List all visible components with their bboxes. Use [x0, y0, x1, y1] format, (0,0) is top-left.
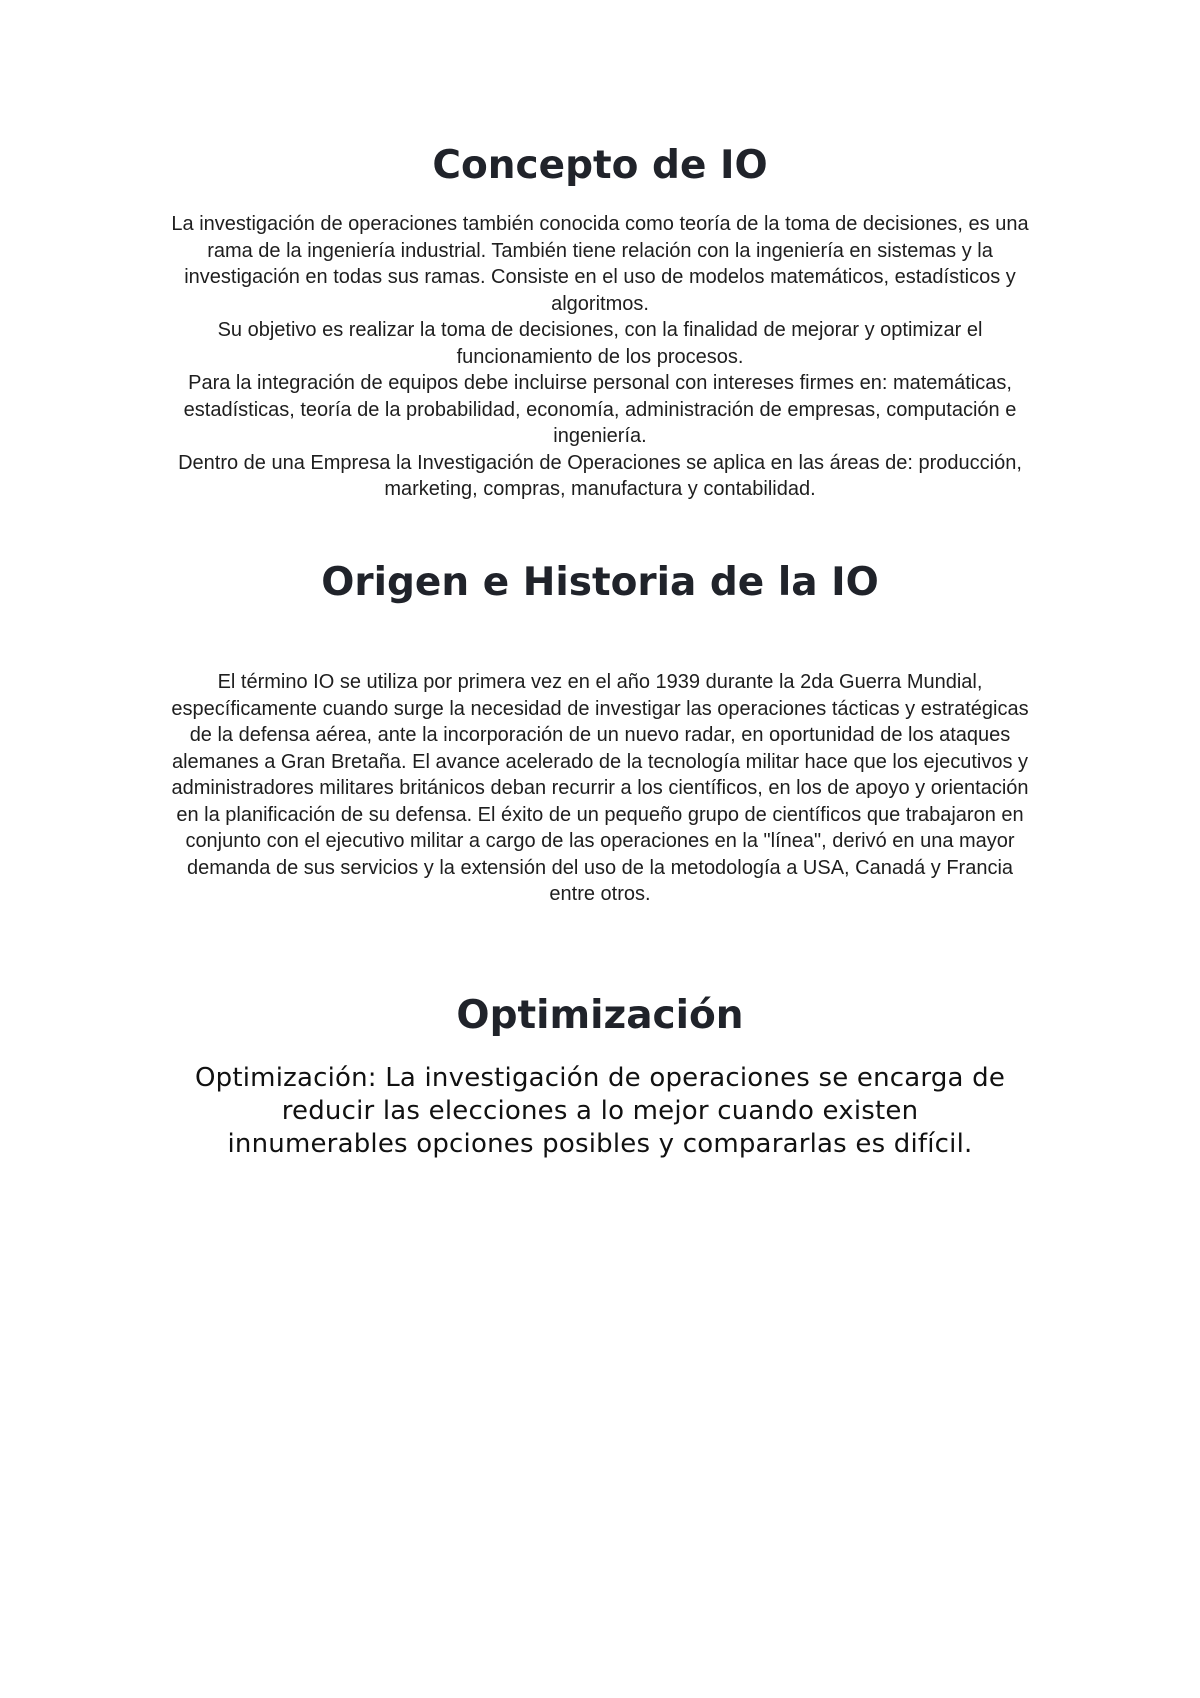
heading-origen: Origen e Historia de la IO	[321, 560, 879, 605]
concepto-text-block	[165, 211, 1035, 503]
origen-text-block	[165, 669, 1035, 908]
concepto-paragraph-2: Su objetivo es realizar la toma de decisiones, con la finalidad de mejorar y optimizar el funcionamiento de los procesos.	[217, 319, 983, 368]
optimizacion-paragraph: Optimización: La investigación de operaciones se encarga de reducir las elecciones a lo mejor cuando existen innumerables opciones posibles y compararlas es difícil.	[194, 1063, 1006, 1159]
origen-paragraph: El término IO se utiliza por primera vez en el año 1939 durante la 2da Guerra Mundial, específicamente cuando surge la necesidad de investigar las operaciones tácticas y estratégicas de la defensa aérea, ante la incorporación de un nuevo radar, en oportunidad de los ataques alemanes a Gran Bretaña. El avance acelerado de la tecnología militar hace que los ejecutivos y administradores militares británicos deban recurrir a los científicos, en los de apoyo y orientación en la planificación de su defensa. El éxito de un pequeño grupo de científicos que trabajaron en conjunto con el ejecutivo militar a cargo de las operaciones en la "línea", derivó en una mayor demanda de sus servicios y la extensión del uso de la metodología a USA, Canadá y Francia entre otros.	[171, 671, 1029, 905]
concepto-paragraph-3: Para la integración de equipos debe incluirse personal con intereses firmes en: matemáticas, estadísticas, teoría de la probabilidad, economía, administración de empresas, computación e ingeniería.	[183, 372, 1017, 447]
optimizacion-text-block	[190, 1062, 1010, 1161]
heading-optimizacion: Optimización	[456, 993, 744, 1038]
heading-concepto: Concepto de IO	[432, 143, 768, 188]
concepto-paragraph-4: Dentro de una Empresa la Investigación de Operaciones se aplica en las áreas de: producción, marketing, compras, manufactura y contabilidad.	[178, 451, 1022, 500]
concepto-paragraph-1: La investigación de operaciones también conocida como teoría de la toma de decisiones, es una rama de la ingeniería industrial. También tiene relación con la ingeniería en sistemas y la investigación en todas sus ramas. Consiste en el uso de modelos matemáticos, estadísticos y algoritmos.	[171, 213, 1029, 315]
